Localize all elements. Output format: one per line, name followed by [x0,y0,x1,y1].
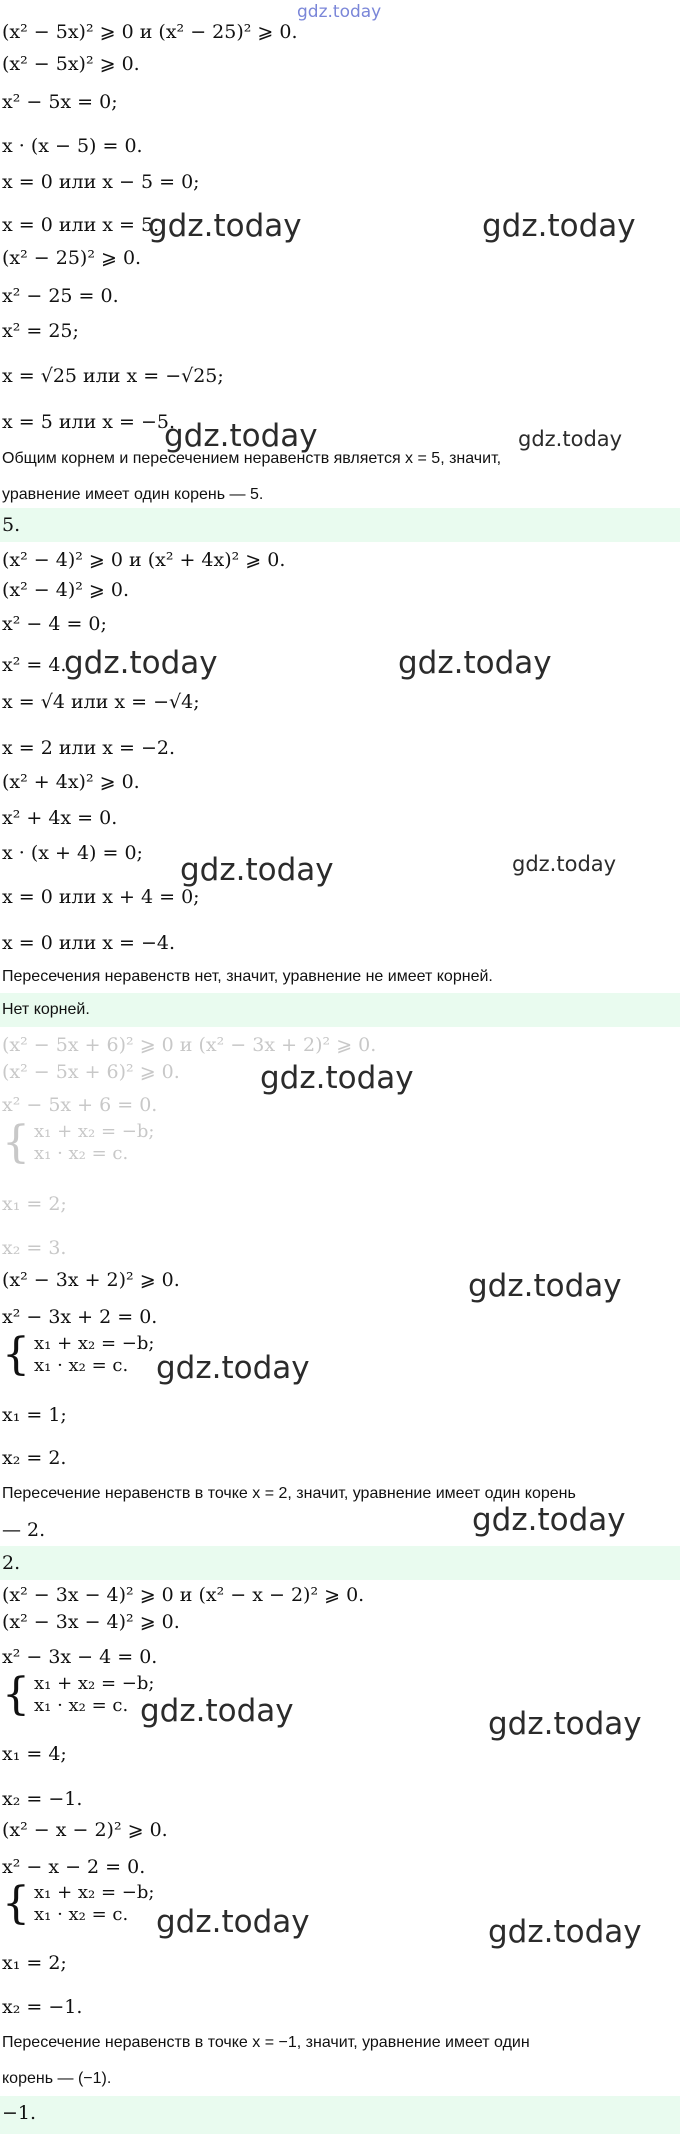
system-line: x₁ + x₂ = −b; [34,1121,155,1142]
system-line: x₁ · x₂ = c. [34,1355,129,1376]
math-line: x = 2 или x = −2. [2,737,176,759]
math-line: x² = 25; [2,320,79,342]
answer-text: 5. [2,514,21,536]
math-line: x² + 4x = 0. [2,807,118,829]
math-line: x² − 25 = 0. [2,285,119,307]
math-line: (x² + 4x)² ⩾ 0. [2,771,140,793]
math-line: (x² − 5x)² ⩾ 0. [2,53,140,75]
math-line: x = √4 или x = −√4; [2,691,200,713]
watermark: gdz.today [156,1904,310,1940]
answer-band [0,2096,680,2134]
watermark: gdz.today [482,208,636,244]
math-line: (x² − 4)² ⩾ 0. [2,579,129,601]
text-line: Пересечение неравенств в точке x = 2, значит, уравнение имеет один корень [2,1485,576,1502]
watermark: gdz.today [64,645,218,681]
vieta-system: { x₁ + x₂ = −b; x₁ · x₂ = c. [2,1878,155,1929]
text-line: корень — (−1). [2,2070,112,2087]
vieta-system: { x₁ + x₂ = −b; x₁ · x₂ = c. [2,1669,155,1720]
math-line: x₁ = 2; [2,1952,67,1974]
math-line: x² − 4 = 0; [2,613,107,635]
math-line: x₂ = −1. [2,1788,83,1810]
system-line: x₁ + x₂ = −b; [34,1673,155,1694]
answer-text: Нет корней. [2,1001,90,1018]
math-line: x₂ = 3. [2,1237,67,1259]
system-line: x₁ + x₂ = −b; [34,1333,155,1354]
system-line: x₁ · x₂ = c. [34,1695,129,1716]
math-line: (x² − x − 2)² ⩾ 0. [2,1819,168,1841]
watermark: gdz.today [140,1693,294,1729]
watermark: gdz.today [398,645,552,681]
math-line: x² − 5x + 6 = 0. [2,1094,158,1116]
watermark: gdz.today [156,1350,310,1386]
math-line: (x² − 25)² ⩾ 0. [2,247,142,269]
answer-text: −1. [2,2102,37,2124]
math-line: x = 0 или x + 4 = 0; [2,886,200,908]
answer-band [0,993,680,1027]
math-line: (x² − 3x − 4)² ⩾ 0 и (x² − x − 2)² ⩾ 0. [2,1584,365,1606]
watermark: gdz.today [472,1502,626,1538]
answer-band [0,1546,680,1580]
math-line: x = 0 или x − 5 = 0; [2,171,200,193]
math-line: (x² − 5x + 6)² ⩾ 0 и (x² − 3x + 2)² ⩾ 0. [2,1034,377,1056]
math-line: x² − 3x − 4 = 0. [2,1646,158,1668]
watermark: gdz.today [148,208,302,244]
math-line: x₁ = 1; [2,1404,67,1426]
math-line: x₂ = 2. [2,1447,67,1469]
watermark-top: gdz.today [297,2,382,22]
watermark: gdz.today [468,1268,622,1304]
text-line: Пересечение неравенств в точке x = −1, значит, уравнение имеет один [2,2034,530,2051]
watermark: gdz.today [260,1060,414,1096]
math-line: x · (x − 5) = 0. [2,135,143,157]
math-line: x = 5 или x = −5. [2,411,176,433]
math-line: — 2. [2,1519,46,1541]
system-line: x₁ + x₂ = −b; [34,1882,155,1903]
math-line: x₁ = 2; [2,1193,67,1215]
watermark: gdz.today [488,1914,642,1950]
text-line: Общим корнем и пересечением неравенств является x = 5, значит, [2,450,502,467]
math-line: x · (x + 4) = 0; [2,842,143,864]
vieta-system: { x₁ + x₂ = −b; x₁ · x₂ = c. [2,1117,155,1168]
math-line: x² = 4. [2,654,67,676]
system-line: x₁ · x₂ = c. [34,1143,129,1164]
math-line: x = √25 или x = −√25; [2,365,224,387]
math-line: (x² − 5x + 6)² ⩾ 0. [2,1061,180,1083]
math-line: x = 0 или x = 5. [2,214,160,236]
text-line: Пересечения неравенств нет, значит, уравнение не имеет корней. [2,968,493,985]
watermark: gdz.today [518,427,623,451]
math-line: (x² − 5x)² ⩾ 0 и (x² − 25)² ⩾ 0. [2,21,298,43]
watermark: gdz.today [488,1706,642,1742]
math-line: x = 0 или x = −4. [2,932,176,954]
answer-text: 2. [2,1552,21,1574]
text-line: уравнение имеет один корень — 5. [2,486,264,503]
math-line: x² − x − 2 = 0. [2,1856,146,1878]
math-line: x₂ = −1. [2,1996,83,2018]
answer-band [0,508,680,542]
math-line: (x² − 3x + 2)² ⩾ 0. [2,1269,180,1291]
system-line: x₁ · x₂ = c. [34,1904,129,1925]
math-line: x₁ = 4; [2,1743,67,1765]
watermark: gdz.today [180,852,334,888]
watermark: gdz.today [164,418,318,454]
math-line: x² − 5x = 0; [2,91,118,113]
math-line: (x² − 4)² ⩾ 0 и (x² + 4x)² ⩾ 0. [2,549,286,571]
math-line: (x² − 3x − 4)² ⩾ 0. [2,1611,180,1633]
watermark: gdz.today [512,852,617,876]
math-line: x² − 3x + 2 = 0. [2,1306,158,1328]
vieta-system: { x₁ + x₂ = −b; x₁ · x₂ = c. [2,1329,155,1380]
